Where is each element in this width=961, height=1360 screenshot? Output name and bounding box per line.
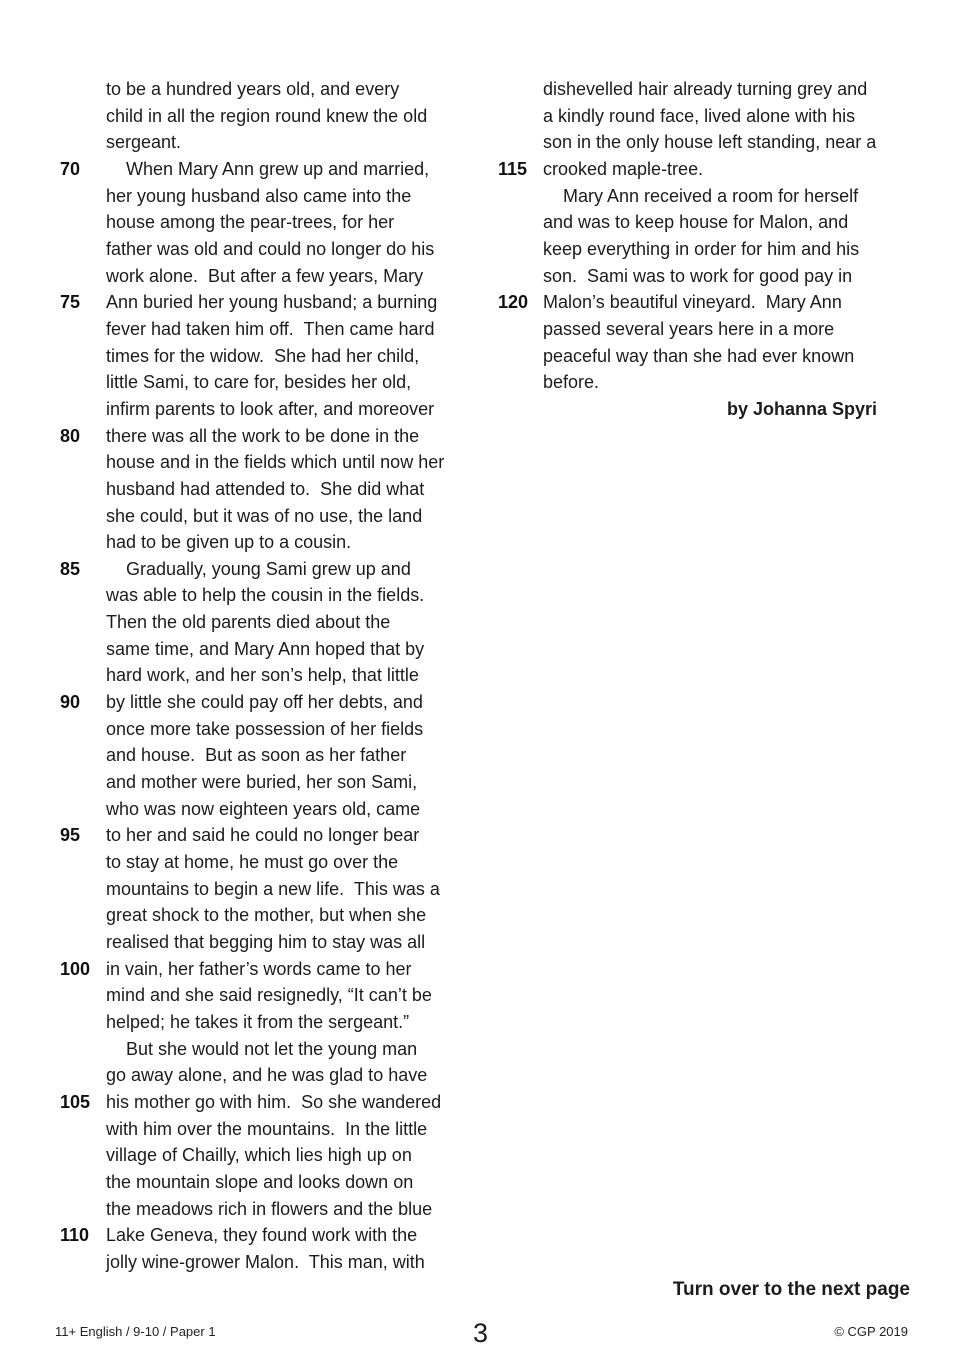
passage-text: had to be given up to a cousin. <box>106 532 352 553</box>
text-line <box>106 236 458 263</box>
line-number: 105 <box>60 1091 91 1112</box>
text-line <box>60 689 458 716</box>
text-line <box>106 1196 458 1223</box>
passage-text: little Sami, to care for, besides her old, <box>106 372 412 393</box>
text-line <box>106 476 458 503</box>
passage-text: great shock to the mother, but when she <box>106 905 427 926</box>
passage-text: same time, and Mary Ann hoped that by <box>106 638 425 659</box>
passage-text: the meadows rich in flowers and the blue <box>106 1198 433 1219</box>
line-number: 110 <box>60 1225 90 1246</box>
line-number: 75 <box>60 292 81 313</box>
passage-text: Gradually, young Sami grew up and <box>126 558 411 579</box>
passage-text: by little she could pay off her debts, and <box>106 692 423 713</box>
passage-text: mountains to begin a new life. This was a <box>106 878 440 899</box>
text-line <box>543 343 887 370</box>
passage-text: she could, but it was of no use, the land <box>106 505 423 526</box>
footer-paper-title: 11+ English / 9-10 / Paper 1 <box>55 1324 216 1339</box>
page-number: 3 <box>472 1318 489 1348</box>
passage-text: son. Sami was to work for good pay in <box>543 265 853 286</box>
text-line <box>106 529 458 556</box>
passage-text: to stay at home, he must go over the <box>106 852 399 873</box>
text-line <box>106 1116 458 1143</box>
line-number: 95 <box>60 825 81 846</box>
passage-text: But she would not let the young man <box>126 1038 418 1059</box>
text-line <box>106 343 458 370</box>
passage-column-right <box>498 76 887 396</box>
passage-text: fever had taken him off. Then came hard <box>106 318 435 339</box>
line-number: 80 <box>60 425 81 446</box>
passage-text: house and in the fields which until now her <box>106 452 445 473</box>
text-line <box>106 369 458 396</box>
text-line <box>106 209 458 236</box>
passage-text: dishevelled hair already turning grey and <box>543 79 868 99</box>
passage-text: and was to keep house for Malon, and <box>543 212 849 233</box>
text-line <box>106 129 458 156</box>
text-line <box>543 103 887 130</box>
text-line <box>106 103 458 130</box>
text-line <box>498 289 887 316</box>
text-line <box>106 1142 458 1169</box>
text-line <box>106 582 458 609</box>
text-line <box>106 449 458 476</box>
passage-text: realised that begging him to stay was all <box>106 932 426 952</box>
text-line <box>106 902 458 929</box>
line-number: 85 <box>60 558 81 579</box>
passage-text: the mountain slope and looks down on <box>106 1171 414 1192</box>
text-line <box>106 876 458 903</box>
passage-text: husband had attended to. She did what <box>106 478 425 499</box>
passage-text: to be a hundred years old, and every <box>106 79 400 99</box>
text-line <box>60 556 458 583</box>
text-line <box>106 503 458 530</box>
text-line <box>543 316 887 343</box>
passage-text: crooked maple-tree. <box>543 158 704 179</box>
passage-text: work alone. But after a few years, Mary <box>106 265 424 286</box>
line-number: 100 <box>60 958 91 979</box>
passage-text: once more take possession of her fields <box>106 718 424 739</box>
passage-text: village of Chailly, which lies high up on <box>106 1145 412 1166</box>
turn-over-note: Turn over to the next page <box>672 1279 910 1300</box>
author-byline: by Johanna Spyri <box>726 399 877 419</box>
passage-text: and mother were buried, her son Sami, <box>106 772 418 793</box>
passage-text: her young husband also came into the <box>106 185 412 206</box>
text-line <box>106 982 458 1009</box>
passage-text: was able to help the cousin in the fields. <box>106 585 425 606</box>
passage-text: Malon’s beautiful vineyard. Mary Ann <box>543 292 842 313</box>
text-line <box>106 1169 458 1196</box>
text-line <box>106 662 458 689</box>
passage-text: sergeant. <box>106 132 182 153</box>
passage-text: with him over the mountains. In the little <box>106 1118 428 1139</box>
passage-text: in vain, her father’s words came to her <box>106 958 412 979</box>
text-line <box>60 1089 458 1116</box>
text-line <box>106 769 458 796</box>
passage-text: to her and said he could no longer bear <box>106 825 420 846</box>
passage-text: who was now eighteen years old, came <box>106 798 421 819</box>
text-line <box>60 822 458 849</box>
text-line <box>60 156 458 183</box>
passage-text: house among the pear-trees, for her <box>106 212 395 233</box>
text-line <box>106 76 458 103</box>
text-line <box>543 76 887 103</box>
text-line <box>106 1009 458 1036</box>
text-line <box>60 423 458 450</box>
passage-text: his mother go with him. So she wandered <box>106 1091 442 1112</box>
line-number: 115 <box>498 158 528 179</box>
text-line <box>543 129 887 156</box>
passage-text: Ann buried her young husband; a burning <box>106 292 438 313</box>
text-line <box>106 742 458 769</box>
passage-text: times for the widow. She had her child, <box>106 345 420 366</box>
text-line <box>543 209 887 236</box>
passage-text: and house. But as soon as her father <box>106 745 407 766</box>
text-line <box>106 609 458 636</box>
text-line <box>60 1222 458 1249</box>
text-line <box>543 263 887 290</box>
passage-text: there was all the work to be done in the <box>106 425 420 446</box>
passage-text: jolly wine-grower Malon. This man, with <box>106 1251 425 1272</box>
passage-text: Mary Ann received a room for herself <box>563 185 859 206</box>
footer-copyright: © CGP 2019 <box>834 1324 908 1339</box>
text-line <box>543 369 887 396</box>
passage-text: helped; he takes it from the sergeant.” <box>106 1011 410 1032</box>
passage-text: go away alone, and he was glad to have <box>106 1065 428 1086</box>
text-line <box>543 183 887 210</box>
passage-text: child in all the region round knew the old <box>106 105 428 126</box>
text-line <box>106 929 458 956</box>
text-line <box>106 1062 458 1089</box>
text-line <box>106 716 458 743</box>
passage-column-left <box>60 76 458 1276</box>
text-line <box>106 396 458 423</box>
text-line <box>106 316 458 343</box>
text-line <box>543 236 887 263</box>
line-number: 120 <box>498 292 529 313</box>
line-number: 70 <box>60 158 81 179</box>
passage-text: keep everything in order for him and his <box>543 238 860 259</box>
text-line <box>106 263 458 290</box>
passage-text: peaceful way than she had ever known <box>543 345 855 366</box>
passage-text: son in the only house left standing, near a <box>543 132 877 153</box>
passage-text: Then the old parents died about the <box>106 612 391 633</box>
text-line <box>106 796 458 823</box>
text-line <box>106 1249 458 1276</box>
line-number: 90 <box>60 692 81 713</box>
passage-text: Lake Geneva, they found work with the <box>106 1225 418 1246</box>
text-line <box>106 183 458 210</box>
text-line <box>106 849 458 876</box>
text-line <box>498 156 887 183</box>
passage-text: father was old and could no longer do his <box>106 238 435 259</box>
text-line <box>60 289 458 316</box>
text-line <box>106 1036 458 1063</box>
passage-text: hard work, and her son’s help, that little <box>106 665 419 686</box>
text-line <box>60 956 458 983</box>
passage-text: passed several years here in a more <box>543 318 835 339</box>
text-line <box>106 636 458 663</box>
passage-text: mind and she said resignedly, “It can’t be <box>106 985 432 1006</box>
passage-text: When Mary Ann grew up and married, <box>126 158 430 179</box>
passage-text: a kindly round face, lived alone with his <box>543 105 856 126</box>
passage-text: before. <box>543 372 600 393</box>
passage-text: infirm parents to look after, and moreover <box>106 398 435 419</box>
